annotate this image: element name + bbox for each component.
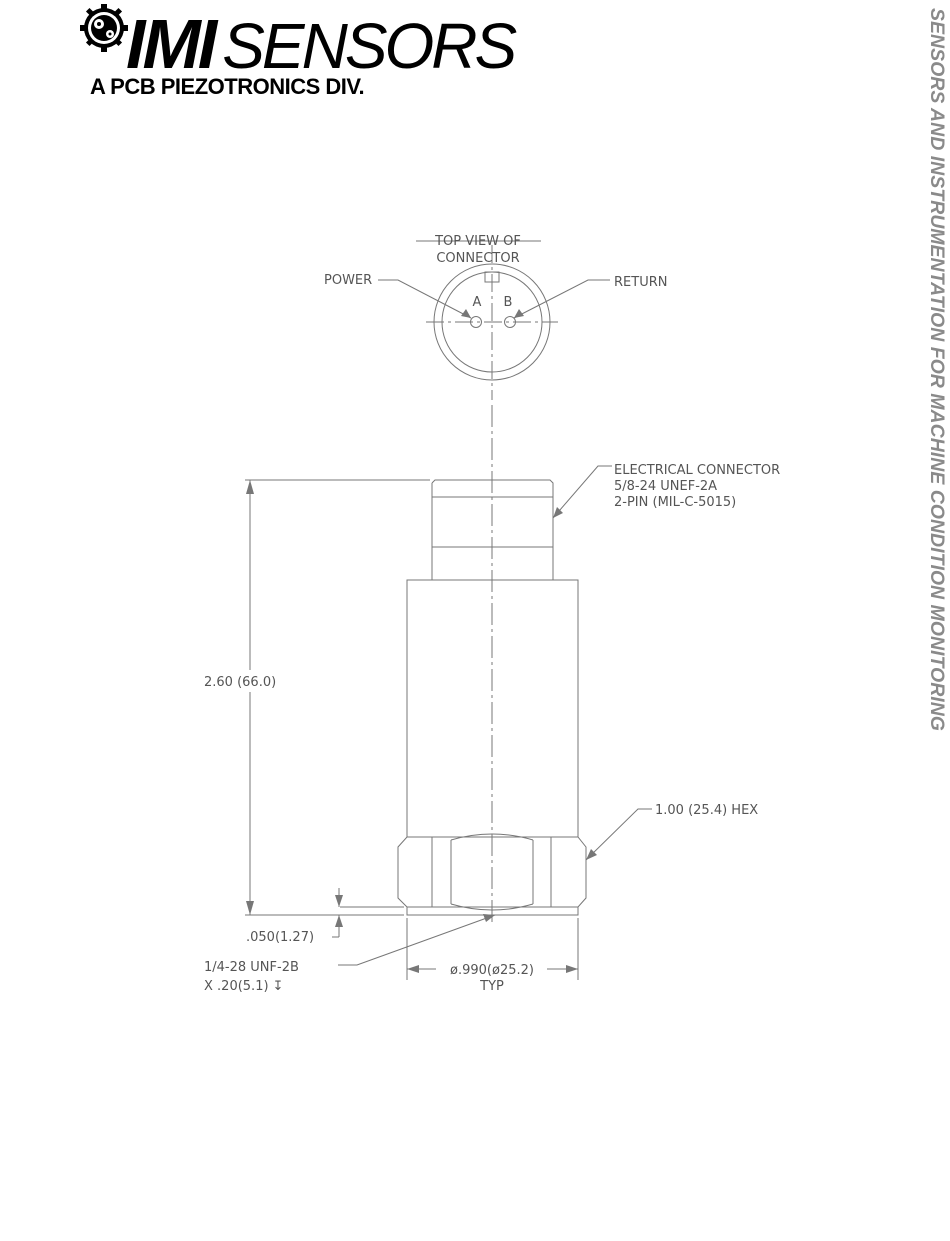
pin-a-label: A [472, 295, 482, 310]
height-dimension: 2.60 (66.0) [204, 675, 277, 690]
hex-note: 1.00 (25.4) HEX [655, 803, 759, 818]
pin-return-label: RETURN [614, 275, 668, 290]
side-banner: SENSORS AND INSTRUMENTATION FOR MACHINE CONDITION MONITORING [926, 8, 948, 731]
thread-note-line1: 1/4-28 UNF-2B [204, 960, 299, 975]
view-title-line2: CONNECTOR [436, 251, 520, 266]
brand-sensors: SENSORS [222, 10, 515, 82]
diameter-dimension-line1: ø.990(ø25.2) [450, 963, 534, 978]
dimension-arrows [246, 309, 597, 973]
view-title-line1: TOP VIEW OF [435, 234, 521, 249]
sensor-side-view [398, 405, 586, 925]
pin-power-label: POWER [324, 273, 373, 288]
brand-imi: IMI [126, 5, 215, 83]
connector-note-line3: 2-PIN (MIL-C-5015) [614, 495, 737, 510]
diameter-dimension-line2: TYP [480, 979, 504, 994]
dimension-lines [245, 466, 652, 980]
thread-note-line2: X .20(5.1) ↧ [204, 979, 284, 994]
division-tagline: A PCB PIEZOTRONICS DIV. [90, 74, 365, 99]
connector-note-line2: 5/8-24 UNEF-2A [614, 479, 718, 494]
connector-note-line1: ELECTRICAL CONNECTOR [614, 463, 781, 478]
pin-b-label: B [503, 295, 513, 310]
base-thickness-dimension: .050(1.27) [246, 930, 315, 945]
